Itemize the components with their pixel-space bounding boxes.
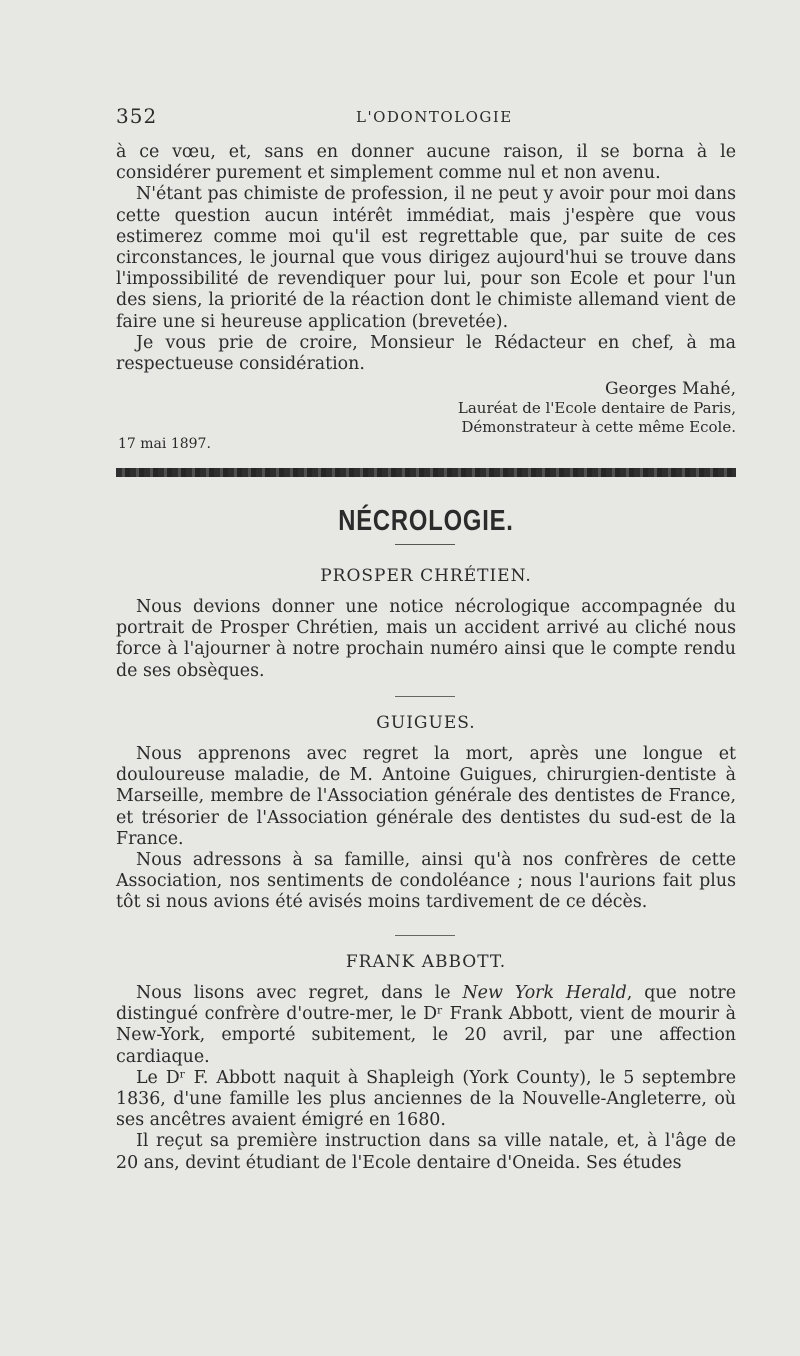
section-title: NÉCROLOGIE. <box>338 505 514 537</box>
obituary-heading: PROSPER CHRÉTIEN. <box>320 566 532 586</box>
obituary-heading: GUIGUES. <box>376 713 476 733</box>
obituary-paragraph: Il reçut sa première instruction dans sa ville natale, et, à l'âge de 20 ans, devint étudiant de l'Ecole dentaire d'Oneida. Ses études <box>116 1131 736 1173</box>
letter-date: 17 mai 1897. <box>118 436 211 452</box>
obituary-paragraph: Nous devions donner une notice nécrologique accompagnée du portrait de Prosper Chrétien, mais un accident arrivé au cliché nous force à l'ajourner à notre prochain numéro ainsi que le compte rendu de ses obsèques. <box>116 597 736 681</box>
letter-paragraph: N'étant pas chimiste de profession, il ne peut y avoir pour moi dans cette question aucun intérêt immédiat, mais j'espère que vous estimerez comme moi qu'il est regrettable que, par suite de ces circonstances, le journal que vous dirigez aujourd'hui se trouve dans l'impossibilité de revendiquer pour lui, pour son Ecole et pour l'un des siens, la priorité de la réaction dont le chimiste allemand vient de faire une si heureuse application (brevetée). <box>116 184 736 332</box>
obituary-paragraph: Nous apprenons avec regret la mort, après une longue et douloureuse maladie, de M. Antoine Guigues, chirurgien-dentiste à Marseille, membre de l'Association générale des dentistes de France, et trésorier de l'Association générale des dentistes du sud-est de la France. <box>116 744 736 849</box>
newspaper-title: New York Herald <box>462 983 627 1003</box>
obituary-guigues <box>116 744 736 914</box>
obituary-separator <box>395 935 455 936</box>
running-head: L'ODONTOLOGIE <box>356 108 513 126</box>
signature-name: Georges Mahé, <box>604 379 736 399</box>
obituary-abbott <box>116 983 736 1174</box>
obituary-chretien <box>116 597 736 682</box>
signature-title: Démonstrateur à cette même Ecole. <box>461 418 736 436</box>
text-run: Nous lisons avec regret, dans le <box>136 983 463 1003</box>
obituary-paragraph <box>116 983 736 1068</box>
text-run: , que notre distingué confrère d'outre-mer, le Dʳ Frank Abbott, vient de mourir à New-York, emporté subitement, le 20 avril, par une affection cardiaque. <box>116 983 736 1067</box>
signature-title: Lauréat de l'Ecole dentaire de Paris, <box>457 399 736 417</box>
letter-body <box>116 142 736 375</box>
letter-paragraph: à ce vœu, et, sans en donner aucune raison, il se borna à le considérer purement et simplement comme nul et non avenu. <box>116 142 736 184</box>
title-underline <box>395 544 455 545</box>
section-divider <box>116 468 736 477</box>
letter-signature <box>116 380 736 437</box>
obituary-separator <box>395 696 455 697</box>
obituary-heading: FRANK ABBOTT. <box>345 952 507 972</box>
page-header <box>116 104 736 128</box>
page-number: 352 <box>116 104 158 128</box>
letter-paragraph: Je vous prie de croire, Monsieur le Rédacteur en chef, à ma respectueuse considération. <box>116 332 736 375</box>
obituary-paragraph: Nous adressons à sa famille, ainsi qu'à nos confrères de cette Association, nos sentiments de condoléance ; nous l'aurions fait plus tôt si nous avions été avisés moins tardivement de ce décès. <box>116 850 736 913</box>
obituary-paragraph: Le Dʳ F. Abbott naquit à Shapleigh (York County), le 5 septembre 1836, d'une famille les plus anciennes de la Nouvelle-Angleterre, où ses ancêtres avaient émigré en 1680. <box>116 1067 736 1131</box>
